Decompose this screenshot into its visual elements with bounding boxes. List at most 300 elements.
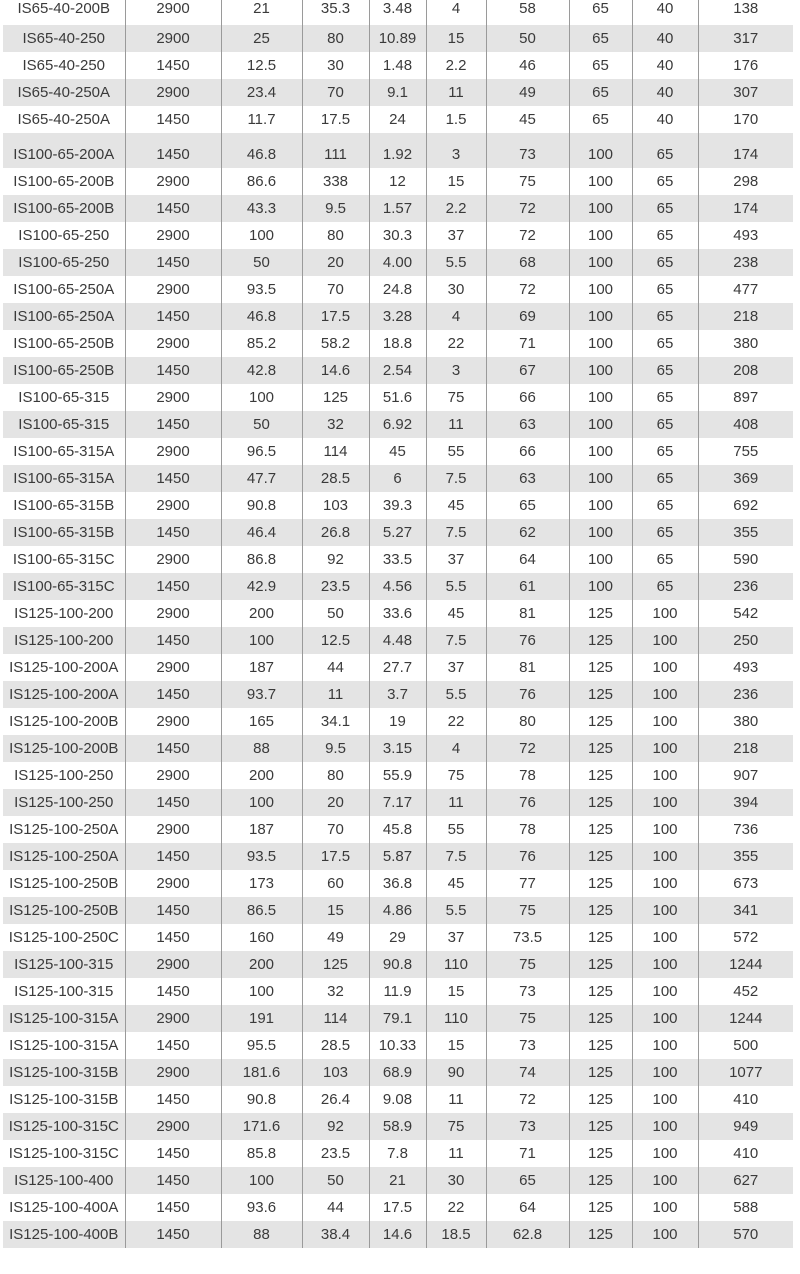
table-row — [3, 924, 793, 951]
cell-weight: 341 — [698, 897, 793, 924]
cell-inlet-diameter: 100 — [569, 411, 632, 438]
cell-model: IS100-65-315B — [3, 492, 125, 519]
cell-inlet-diameter: 100 — [569, 546, 632, 573]
cell-outlet-diameter: 65 — [632, 546, 698, 573]
cell-model: IS125-100-250B — [3, 897, 125, 924]
cell-flow-rate: 44 — [302, 1194, 369, 1221]
table-row — [3, 1221, 793, 1248]
cell-flow-rate: 28.5 — [302, 1032, 369, 1059]
cell-speed: 1450 — [125, 843, 221, 870]
cell-flow: 160 — [221, 924, 302, 951]
cell-inlet-diameter: 125 — [569, 1113, 632, 1140]
cell-flow-rate: 103 — [302, 492, 369, 519]
cell-weight: 174 — [698, 133, 793, 168]
cell-flow: 187 — [221, 816, 302, 843]
cell-efficiency: 71 — [486, 330, 569, 357]
cell-model: IS100-65-250A — [3, 303, 125, 330]
cell-motor-power: 5.5 — [426, 249, 486, 276]
cell-power: 7.8 — [369, 1140, 426, 1167]
cell-power: 90.8 — [369, 951, 426, 978]
cell-power: 1.92 — [369, 133, 426, 168]
cell-speed: 1450 — [125, 978, 221, 1005]
cell-efficiency: 73 — [486, 1032, 569, 1059]
cell-efficiency: 76 — [486, 843, 569, 870]
cell-motor-power: 15 — [426, 25, 486, 52]
cell-efficiency: 64 — [486, 1194, 569, 1221]
cell-motor-power: 22 — [426, 1194, 486, 1221]
cell-speed: 2900 — [125, 0, 221, 25]
cell-model: IS125-100-315 — [3, 978, 125, 1005]
cell-flow: 46.8 — [221, 303, 302, 330]
cell-motor-power: 90 — [426, 1059, 486, 1086]
cell-flow: 191 — [221, 1005, 302, 1032]
cell-flow: 85.2 — [221, 330, 302, 357]
cell-inlet-diameter: 125 — [569, 1086, 632, 1113]
cell-speed: 2900 — [125, 762, 221, 789]
cell-speed: 1450 — [125, 357, 221, 384]
cell-flow-rate: 125 — [302, 384, 369, 411]
table-row — [3, 79, 793, 106]
cell-flow-rate: 92 — [302, 1113, 369, 1140]
cell-flow-rate: 111 — [302, 133, 369, 168]
cell-speed: 2900 — [125, 25, 221, 52]
cell-flow: 43.3 — [221, 195, 302, 222]
cell-flow-rate: 114 — [302, 1005, 369, 1032]
cell-motor-power: 37 — [426, 924, 486, 951]
cell-speed: 2900 — [125, 1059, 221, 1086]
cell-model: IS125-100-200B — [3, 708, 125, 735]
cell-outlet-diameter: 40 — [632, 52, 698, 79]
cell-power: 39.3 — [369, 492, 426, 519]
cell-outlet-diameter: 100 — [632, 1167, 698, 1194]
cell-flow-rate: 35.3 — [302, 0, 369, 25]
cell-motor-power: 75 — [426, 1113, 486, 1140]
cell-efficiency: 72 — [486, 195, 569, 222]
cell-inlet-diameter: 125 — [569, 951, 632, 978]
cell-flow-rate: 11 — [302, 681, 369, 708]
cell-efficiency: 65 — [486, 1167, 569, 1194]
cell-outlet-diameter: 65 — [632, 573, 698, 600]
cell-speed: 2900 — [125, 654, 221, 681]
cell-inlet-diameter: 125 — [569, 1221, 632, 1248]
cell-speed: 1450 — [125, 1221, 221, 1248]
cell-weight: 236 — [698, 573, 793, 600]
table-row — [3, 330, 793, 357]
cell-weight: 897 — [733, 389, 759, 406]
cell-outlet-diameter: 100 — [632, 1005, 698, 1032]
cell-outlet-diameter: 100 — [632, 1086, 698, 1113]
cell-flow: 100 — [221, 222, 302, 249]
table-row — [3, 411, 793, 438]
table-row — [3, 0, 793, 25]
cell-outlet-diameter: 65 — [632, 519, 698, 546]
table-row — [3, 1005, 793, 1032]
cell-outlet-diameter: 40 — [632, 25, 698, 52]
cell-outlet-diameter: 40 — [632, 0, 698, 25]
cell-inlet-diameter: 125 — [569, 816, 632, 843]
cell-flow: 12.5 — [221, 52, 302, 79]
cell-power: 18.8 — [369, 330, 426, 357]
cell-inlet-diameter: 100 — [569, 330, 632, 357]
cell-power: 11.9 — [369, 978, 426, 1005]
cell-speed: 1450 — [125, 106, 221, 133]
cell-flow: 46.4 — [221, 519, 302, 546]
cell-power: 4.86 — [369, 897, 426, 924]
cell-weight: 673 — [733, 875, 759, 892]
cell-outlet-diameter: 100 — [632, 708, 698, 735]
cell-motor-power: 110 — [426, 951, 486, 978]
cell-motor-power: 11 — [426, 1140, 486, 1167]
cell-power: 3.15 — [369, 735, 426, 762]
cell-motor-power: 55 — [426, 816, 486, 843]
cell-weight: 736 — [733, 821, 759, 838]
cell-flow-rate: 92 — [302, 546, 369, 573]
cell-motor-power: 110 — [426, 1005, 486, 1032]
cell-efficiency: 72 — [486, 735, 569, 762]
cell-flow-rate: 44 — [302, 654, 369, 681]
cell-inlet-diameter: 125 — [569, 654, 632, 681]
cell-outlet-diameter: 65 — [632, 249, 698, 276]
table-row — [3, 600, 793, 627]
cell-outlet-diameter: 65 — [632, 492, 698, 519]
cell-flow: 90.8 — [221, 1086, 302, 1113]
cell-weight: 1244 — [698, 951, 793, 978]
table-row — [3, 222, 793, 249]
cell-flow: 100 — [221, 978, 302, 1005]
cell-efficiency: 45 — [486, 106, 569, 133]
cell-motor-power: 11 — [426, 1086, 486, 1113]
cell-efficiency: 68 — [486, 249, 569, 276]
cell-motor-power: 7.5 — [426, 843, 486, 870]
table-row — [3, 951, 793, 978]
cell-flow-rate: 70 — [302, 276, 369, 303]
cell-flow-rate: 125 — [302, 951, 369, 978]
cell-weight: 369 — [698, 465, 793, 492]
cell-flow: 93.7 — [221, 681, 302, 708]
cell-motor-power: 15 — [426, 978, 486, 1005]
cell-flow-rate: 338 — [302, 168, 369, 195]
cell-outlet-diameter: 100 — [632, 1032, 698, 1059]
cell-power: 3.48 — [369, 0, 426, 25]
cell-inlet-diameter: 100 — [569, 222, 632, 249]
cell-model: IS100-65-250 — [3, 249, 125, 276]
cell-model: IS125-100-250B — [3, 870, 125, 897]
cell-speed: 1450 — [125, 897, 221, 924]
cell-model: IS125-100-200 — [3, 627, 125, 654]
cell-outlet-diameter: 100 — [632, 1221, 698, 1248]
cell-motor-power: 75 — [426, 762, 486, 789]
cell-model: IS100-65-315 — [3, 411, 125, 438]
cell-outlet-diameter: 65 — [632, 438, 698, 465]
cell-outlet-diameter: 100 — [632, 600, 698, 627]
cell-weight: 542 — [733, 605, 759, 622]
cell-flow: 11.7 — [221, 106, 302, 133]
cell-flow-rate: 103 — [302, 1059, 369, 1086]
cell-model: IS100-65-315B — [3, 519, 125, 546]
cell-efficiency: 77 — [486, 870, 569, 897]
cell-flow: 100 — [221, 384, 302, 411]
cell-speed: 1450 — [125, 1194, 221, 1221]
cell-outlet-diameter: 100 — [632, 1113, 698, 1140]
cell-model: IS125-100-200A — [3, 681, 125, 708]
cell-outlet-diameter: 100 — [632, 654, 698, 681]
cell-motor-power: 11 — [426, 789, 486, 816]
cell-speed: 2900 — [125, 79, 221, 106]
cell-flow: 96.5 — [221, 438, 302, 465]
cell-power: 5.87 — [369, 843, 426, 870]
cell-weight: 692 — [733, 497, 759, 514]
cell-flow: 95.5 — [221, 1032, 302, 1059]
cell-power: 2.54 — [369, 357, 426, 384]
cell-inlet-diameter: 100 — [569, 195, 632, 222]
cell-speed: 1450 — [125, 681, 221, 708]
cell-flow-rate: 17.5 — [302, 106, 369, 133]
table-row — [3, 1194, 793, 1221]
cell-flow: 93.6 — [221, 1194, 302, 1221]
cell-motor-power: 37 — [426, 222, 486, 249]
cell-efficiency: 46 — [486, 52, 569, 79]
cell-speed: 1450 — [125, 249, 221, 276]
table-row — [3, 843, 793, 870]
cell-speed: 2900 — [125, 492, 221, 519]
cell-motor-power: 11 — [426, 411, 486, 438]
cell-efficiency: 74 — [486, 1059, 569, 1086]
cell-outlet-diameter: 100 — [632, 978, 698, 1005]
cell-motor-power: 30 — [426, 1167, 486, 1194]
cell-power: 6.92 — [369, 411, 426, 438]
cell-model: IS100-65-250B — [3, 357, 125, 384]
cell-power: 10.33 — [369, 1032, 426, 1059]
cell-inlet-diameter: 125 — [569, 708, 632, 735]
cell-weight: 298 — [733, 173, 759, 190]
cell-weight: 355 — [698, 519, 793, 546]
cell-efficiency: 71 — [486, 1140, 569, 1167]
cell-flow-rate: 38.4 — [302, 1221, 369, 1248]
cell-flow-rate: 50 — [302, 1167, 369, 1194]
cell-model: IS125-100-315C — [3, 1113, 125, 1140]
cell-flow: 42.9 — [221, 573, 302, 600]
cell-weight: 170 — [733, 111, 759, 128]
table-row — [3, 52, 793, 79]
cell-power: 29 — [369, 924, 426, 951]
table-row — [3, 897, 793, 924]
table-row — [3, 1167, 793, 1194]
cell-weight: 588 — [733, 1199, 759, 1216]
cell-flow-rate: 50 — [302, 600, 369, 627]
cell-inlet-diameter: 65 — [569, 106, 632, 133]
cell-power: 4.48 — [369, 627, 426, 654]
cell-flow-rate: 49 — [302, 924, 369, 951]
cell-efficiency: 73 — [486, 978, 569, 1005]
cell-inlet-diameter: 100 — [569, 133, 632, 168]
cell-flow-rate: 12.5 — [302, 627, 369, 654]
cell-efficiency: 58 — [486, 0, 569, 25]
table-row — [3, 573, 793, 600]
cell-model: IS125-100-250C — [3, 924, 125, 951]
cell-inlet-diameter: 125 — [569, 1167, 632, 1194]
cell-outlet-diameter: 65 — [632, 303, 698, 330]
cell-model: IS125-100-315A — [3, 1032, 125, 1059]
table-row — [3, 357, 793, 384]
cell-inlet-diameter: 125 — [569, 789, 632, 816]
cell-inlet-diameter: 125 — [569, 627, 632, 654]
cell-motor-power: 4 — [426, 303, 486, 330]
cell-inlet-diameter: 125 — [569, 735, 632, 762]
cell-efficiency: 72 — [486, 276, 569, 303]
cell-model: IS125-100-315A — [3, 1005, 125, 1032]
cell-outlet-diameter: 65 — [632, 411, 698, 438]
table-row — [3, 492, 793, 519]
cell-power: 9.08 — [369, 1086, 426, 1113]
cell-inlet-diameter: 65 — [569, 0, 632, 25]
cell-flow: 173 — [221, 870, 302, 897]
cell-flow: 86.8 — [221, 546, 302, 573]
cell-inlet-diameter: 125 — [569, 1194, 632, 1221]
cell-model: IS125-100-250A — [3, 843, 125, 870]
cell-model: IS100-65-315C — [3, 573, 125, 600]
cell-motor-power: 22 — [426, 330, 486, 357]
cell-flow-rate: 30 — [302, 52, 369, 79]
cell-flow: 47.7 — [221, 465, 302, 492]
cell-flow: 100 — [221, 1167, 302, 1194]
table-row — [3, 978, 793, 1005]
cell-flow-rate: 17.5 — [302, 303, 369, 330]
cell-motor-power: 2.2 — [426, 52, 486, 79]
cell-inlet-diameter: 100 — [569, 438, 632, 465]
table-row — [3, 762, 793, 789]
cell-inlet-diameter: 125 — [569, 870, 632, 897]
cell-inlet-diameter: 65 — [569, 25, 632, 52]
cell-model: IS125-100-400A — [3, 1194, 125, 1221]
cell-efficiency: 73 — [486, 133, 569, 168]
cell-motor-power: 2.2 — [426, 195, 486, 222]
cell-power: 30.3 — [369, 222, 426, 249]
cell-flow: 100 — [221, 627, 302, 654]
cell-model: IS100-65-315 — [3, 384, 125, 411]
cell-model: IS100-65-250B — [3, 330, 125, 357]
cell-speed: 1450 — [125, 1086, 221, 1113]
cell-inlet-diameter: 125 — [569, 600, 632, 627]
cell-outlet-diameter: 65 — [632, 168, 698, 195]
cell-efficiency: 64 — [486, 546, 569, 573]
table-row — [3, 133, 793, 168]
cell-efficiency: 73 — [486, 1113, 569, 1140]
cell-flow-rate: 60 — [302, 870, 369, 897]
cell-efficiency: 66 — [486, 438, 569, 465]
cell-power: 1.48 — [369, 52, 426, 79]
cell-efficiency: 73.5 — [486, 924, 569, 951]
table-row — [3, 195, 793, 222]
cell-weight: 380 — [733, 713, 759, 730]
cell-power: 68.9 — [369, 1059, 426, 1086]
cell-flow: 165 — [221, 708, 302, 735]
cell-outlet-diameter: 65 — [632, 222, 698, 249]
cell-outlet-diameter: 100 — [632, 1140, 698, 1167]
cell-speed: 2900 — [125, 546, 221, 573]
cell-flow-rate: 15 — [302, 897, 369, 924]
cell-flow-rate: 114 — [302, 438, 369, 465]
cell-flow-rate: 20 — [302, 249, 369, 276]
cell-weight: 380 — [733, 335, 759, 352]
cell-efficiency: 76 — [486, 789, 569, 816]
table-row — [3, 1113, 793, 1140]
cell-weight: 208 — [698, 357, 793, 384]
cell-power: 12 — [369, 168, 426, 195]
cell-efficiency: 63 — [486, 411, 569, 438]
cell-power: 51.6 — [369, 384, 426, 411]
table-row — [3, 1140, 793, 1167]
cell-model: IS125-100-250 — [3, 762, 125, 789]
cell-model: IS100-65-250 — [3, 222, 125, 249]
cell-inlet-diameter: 125 — [569, 924, 632, 951]
cell-outlet-diameter: 65 — [632, 276, 698, 303]
cell-weight: 572 — [733, 929, 759, 946]
cell-power: 45.8 — [369, 816, 426, 843]
table-row — [3, 106, 793, 133]
cell-model: IS100-65-315C — [3, 546, 125, 573]
cell-outlet-diameter: 100 — [632, 681, 698, 708]
cell-efficiency: 66 — [486, 384, 569, 411]
cell-speed: 2900 — [125, 438, 221, 465]
cell-efficiency: 72 — [486, 222, 569, 249]
cell-model: IS100-65-315A — [3, 465, 125, 492]
table-row — [3, 816, 793, 843]
cell-outlet-diameter: 100 — [632, 789, 698, 816]
cell-speed: 1450 — [125, 573, 221, 600]
cell-outlet-diameter: 100 — [632, 1194, 698, 1221]
cell-speed: 1450 — [125, 52, 221, 79]
cell-outlet-diameter: 65 — [632, 357, 698, 384]
cell-model: IS125-100-200B — [3, 735, 125, 762]
cell-flow: 23.4 — [221, 79, 302, 106]
cell-outlet-diameter: 100 — [632, 627, 698, 654]
cell-power: 58.9 — [369, 1113, 426, 1140]
cell-speed: 2900 — [125, 816, 221, 843]
cell-model: IS65-40-250 — [3, 52, 125, 79]
cell-speed: 2900 — [125, 1005, 221, 1032]
cell-motor-power: 75 — [426, 384, 486, 411]
table-row — [3, 627, 793, 654]
cell-outlet-diameter: 100 — [632, 924, 698, 951]
cell-flow-rate: 20 — [302, 789, 369, 816]
cell-motor-power: 7.5 — [426, 519, 486, 546]
cell-flow-rate: 70 — [302, 816, 369, 843]
cell-speed: 2900 — [125, 1113, 221, 1140]
cell-flow: 86.6 — [221, 168, 302, 195]
cell-flow: 90.8 — [221, 492, 302, 519]
cell-speed: 1450 — [125, 627, 221, 654]
cell-inlet-diameter: 100 — [569, 249, 632, 276]
cell-speed: 2900 — [125, 168, 221, 195]
cell-speed: 2900 — [125, 384, 221, 411]
cell-power: 9.1 — [369, 79, 426, 106]
cell-motor-power: 5.5 — [426, 681, 486, 708]
cell-efficiency: 67 — [486, 357, 569, 384]
cell-flow: 200 — [221, 600, 302, 627]
cell-model: IS100-65-200B — [3, 195, 125, 222]
cell-speed: 2900 — [125, 870, 221, 897]
cell-flow: 200 — [221, 762, 302, 789]
cell-outlet-diameter: 40 — [632, 106, 698, 133]
cell-model: IS125-100-250 — [3, 789, 125, 816]
cell-weight: 176 — [733, 57, 759, 74]
cell-flow: 50 — [221, 249, 302, 276]
cell-weight: 627 — [698, 1167, 793, 1194]
cell-motor-power: 1.5 — [426, 106, 486, 133]
cell-weight: 570 — [698, 1221, 793, 1248]
cell-weight: 410 — [733, 1091, 759, 1108]
cell-flow-rate: 34.1 — [302, 708, 369, 735]
